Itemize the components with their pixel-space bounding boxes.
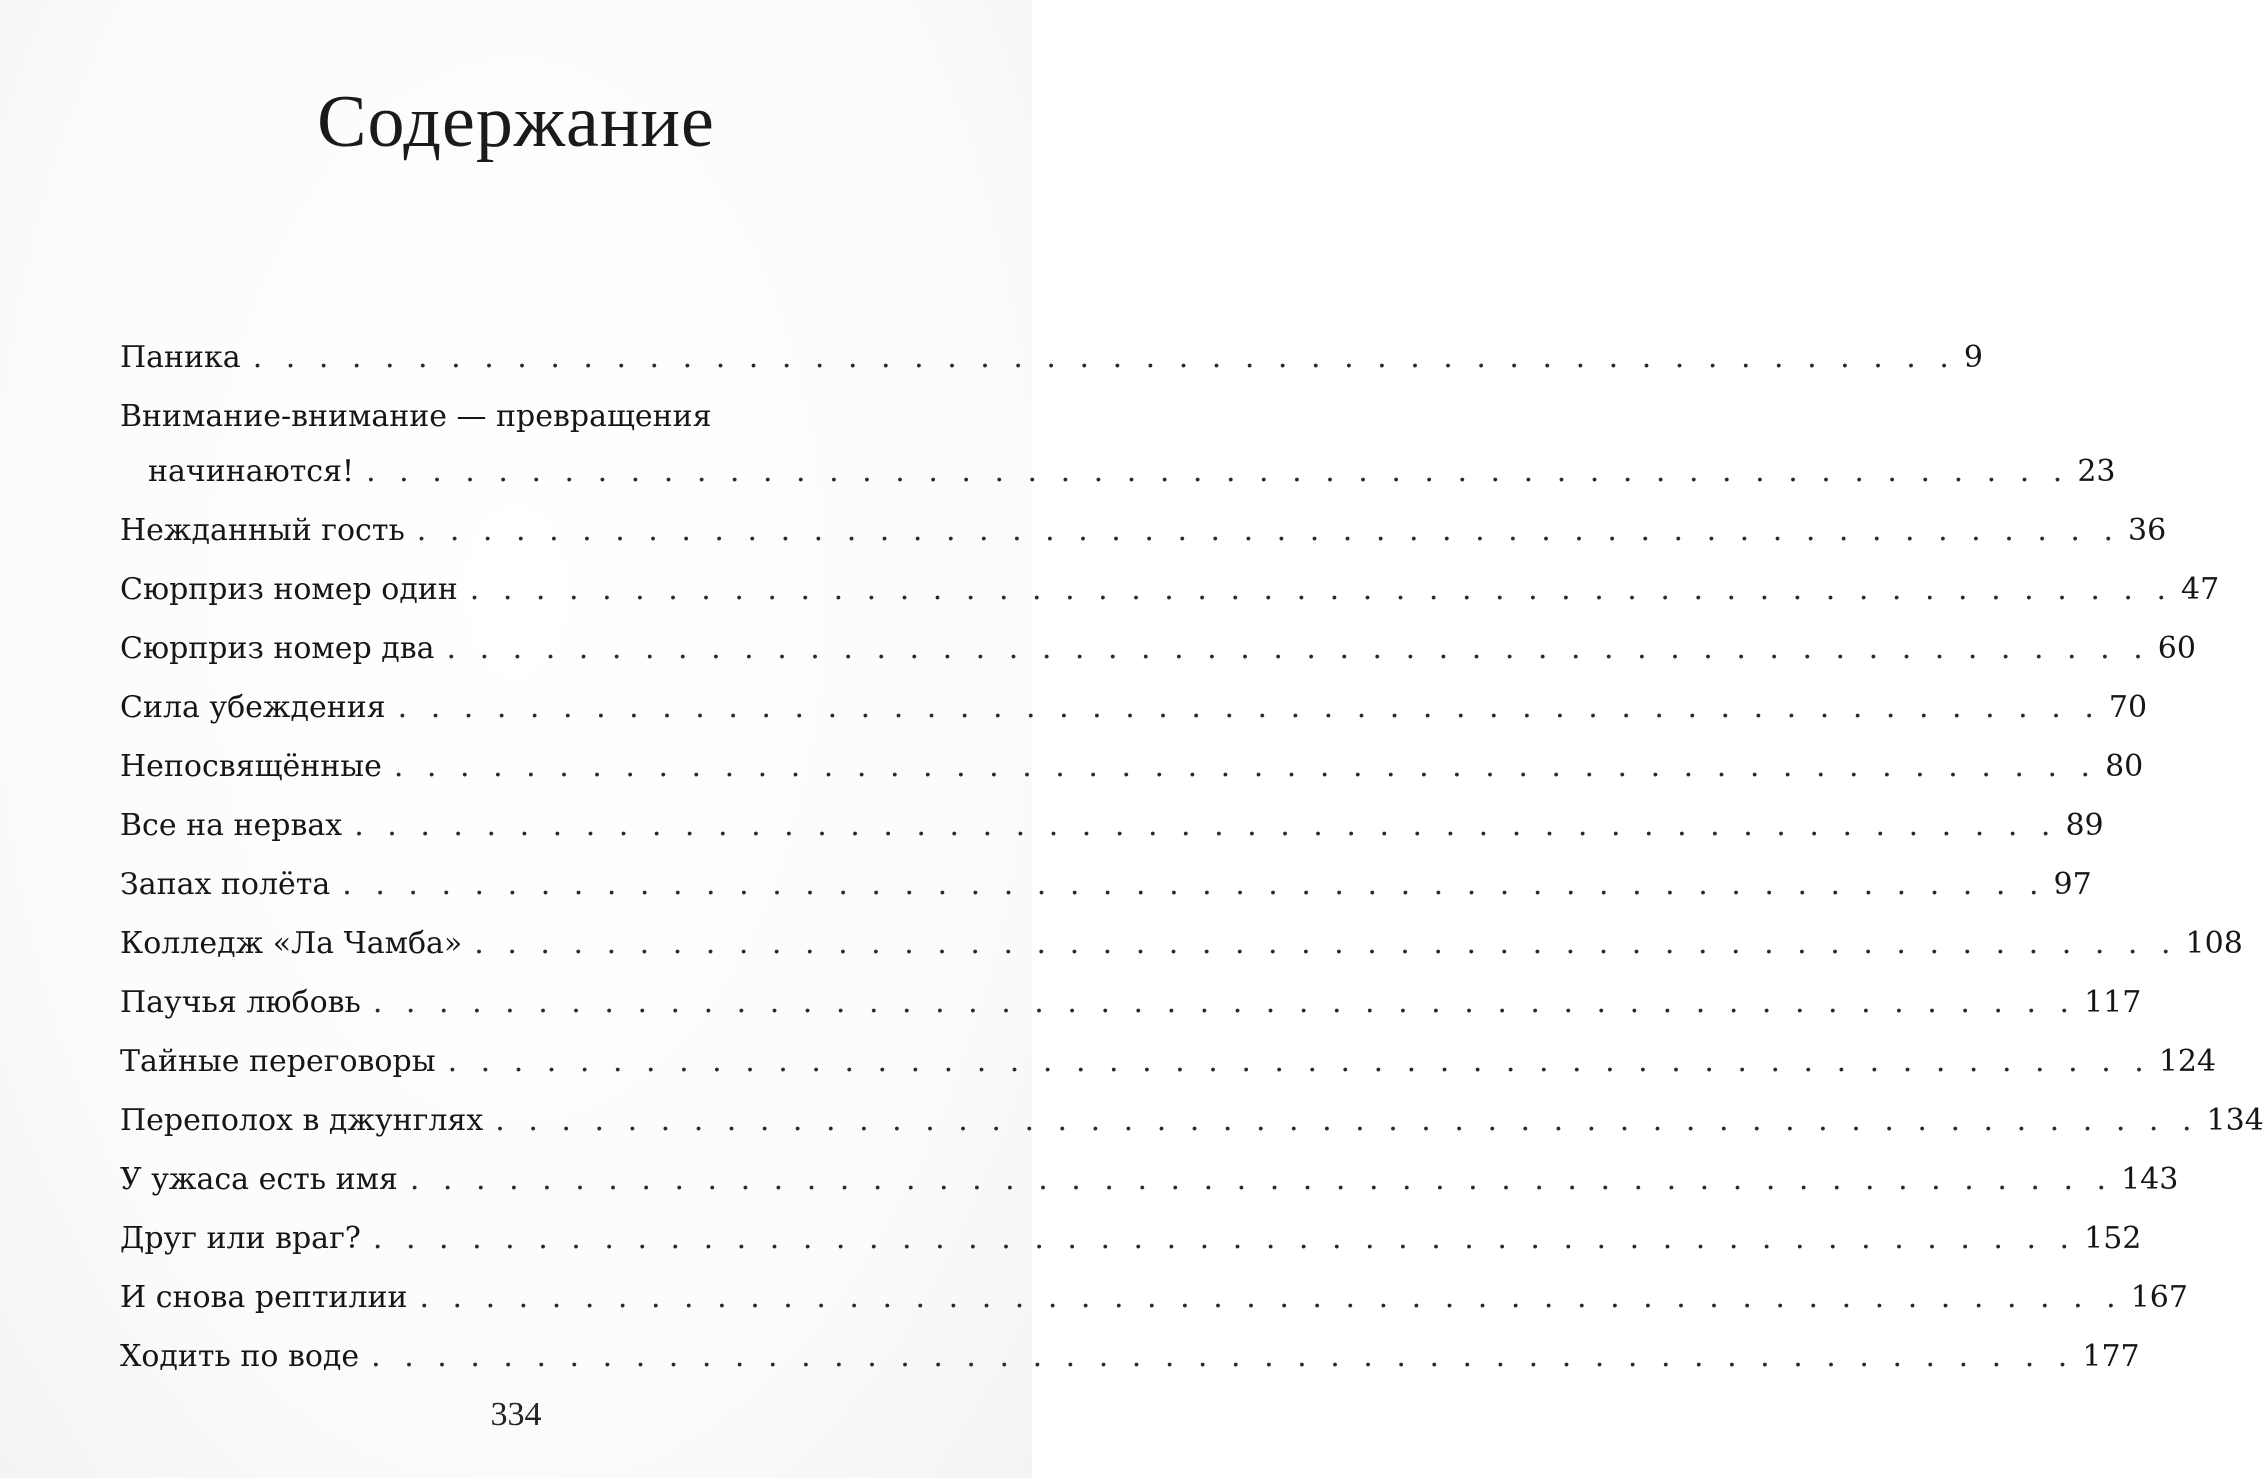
toc-entry-title-continued: начинаются! — [148, 454, 355, 489]
toc-entry — [120, 855, 2092, 914]
dot-leader: . . . . . . . . . . . . . . . . . . . . . . . . . . . . . . . . . . . . . . . . . . . . . . . . . . . . — [252, 340, 1956, 375]
toc-entry-title: Нежданный гость — [120, 513, 405, 548]
toc-entry-title: Паучья любовь — [120, 985, 361, 1020]
toc-entry-page: 117 — [2084, 985, 2142, 1020]
dot-leader: . . . . . . . . . . . . . . . . . . . . . . . . . . . . . . . . . . . . . . . . . . . . . . . . . . . . — [371, 1339, 2075, 1374]
toc-entry-page: 70 — [2108, 690, 2148, 725]
toc-entry — [120, 973, 2142, 1032]
dot-leader: . . . . . . . . . . . . . . . . . . . . . . . . . . . . . . . . . . . . . . . . . . . . . . . . . . . . — [474, 926, 2178, 961]
toc-entry-page: 134 — [2206, 1103, 2264, 1138]
toc-entry — [120, 560, 2220, 619]
dot-leader: . . . . . . . . . . . . . . . . . . . . . . . . . . . . . . . . . . . . . . . . . . . . . . . . . . . . — [447, 1044, 2151, 1079]
toc-entry-title: Сила убеждения — [120, 690, 386, 725]
toc-entry — [120, 1327, 2140, 1386]
dot-leader: . . . . . . . . . . . . . . . . . . . . . . . . . . . . . . . . . . . . . . . . . . . . . . . . . . . . — [372, 1221, 2077, 1256]
dot-leader: . . . . . . . . . . . . . . . . . . . . . . . . . . . . . . . . . . . . . . . . . . . . . . . . . . . . — [416, 513, 2121, 548]
dot-leader: . . . . . . . . . . . . . . . . . . . . . . . . . . . . . . . . . . . . . . . . . . . . . . . . . . . . — [354, 808, 2058, 843]
toc-entry — [120, 1150, 2179, 1209]
toc-entry-page: 89 — [2065, 808, 2104, 843]
dot-leader: . . . . . . . . . . . . . . . . . . . . . . . . . . . . . . . . . . . . . . . . . . . . . . . . . . . . — [393, 749, 2098, 784]
toc-entry-title: Запах полёта — [120, 867, 331, 902]
toc-entry — [120, 796, 2104, 855]
toc-entry-page: 152 — [2084, 1221, 2142, 1256]
toc-entry — [120, 1091, 2264, 1150]
toc-entry-title: У ужаса есть имя — [120, 1162, 398, 1197]
toc-entry-line1 — [120, 387, 986, 442]
toc-entry-title: Все на нервах — [120, 808, 343, 843]
toc-entry-page: 143 — [2121, 1162, 2179, 1197]
toc-entry-title: Ходить по воде — [120, 1339, 360, 1374]
page-number: 334 — [490, 1396, 542, 1433]
toc-entry-page: 108 — [2185, 926, 2243, 961]
toc-entry-title: Тайные переговоры — [120, 1044, 436, 1079]
toc-entry — [120, 737, 2144, 796]
dot-leader: . . . . . . . . . . . . . . . . . . . . . . . . . . . . . . . . . . . . . . . . . . . . . . . . . . . . — [495, 1103, 2199, 1138]
toc-entry-page: 9 — [1963, 340, 1984, 375]
toc-entry-page: 167 — [2130, 1280, 2188, 1315]
toc-entry-page: 124 — [2158, 1044, 2217, 1079]
toc-entry-page: 80 — [2105, 749, 2144, 784]
toc-entry-page: 97 — [2053, 867, 2092, 902]
toc-entry — [120, 914, 2243, 973]
toc-entry-title: Внимание-внимание — превращения — [120, 399, 712, 434]
toc-entry-page: 23 — [2077, 454, 2116, 489]
toc-entry-title: Сюрприз номер два — [120, 631, 435, 666]
dot-leader: . . . . . . . . . . . . . . . . . . . . . . . . . . . . . . . . . . . . . . . . . . . . . . . . . . . . — [342, 867, 2046, 902]
dot-leader: . . . . . . . . . . . . . . . . . . . . . . . . . . . . . . . . . . . . . . . . . . . . . . . . . . . . — [397, 690, 2101, 725]
dot-leader: . . . . . . . . . . . . . . . . . . . . . . . . . . . . . . . . . . . . . . . . . . . . . . . . . . . . — [372, 985, 2077, 1020]
table-of-contents — [120, 328, 2264, 1386]
toc-entry-title: Непосвящённые — [120, 749, 382, 784]
toc-entry — [120, 619, 2196, 678]
toc-entry — [120, 678, 2148, 737]
dot-leader: . . . . . . . . . . . . . . . . . . . . . . . . . . . . . . . . . . . . . . . . . . . . . . . . . . . . — [366, 454, 2070, 489]
toc-entry — [120, 328, 1984, 387]
dot-leader: . . . . . . . . . . . . . . . . . . . . . . . . . . . . . . . . . . . . . . . . . . . . . . . . . . . . — [409, 1162, 2114, 1197]
toc-entry-page: 177 — [2082, 1339, 2140, 1374]
dot-leader: . . . . . . . . . . . . . . . . . . . . . . . . . . . . . . . . . . . . . . . . . . . . . . . . . . . . — [469, 572, 2174, 607]
toc-entry-title: Сюрприз номер один — [120, 572, 458, 607]
toc-entry — [120, 1209, 2142, 1268]
toc-entry-page: 60 — [2157, 631, 2196, 666]
toc-entry-title: Паника — [120, 340, 241, 375]
toc-entry-title: Друг или враг? — [120, 1221, 361, 1256]
toc-entry — [120, 1268, 2188, 1327]
toc-entry-title: Колледж «Ла Чамба» — [120, 926, 463, 961]
toc-entry — [120, 442, 2116, 501]
toc-entry-title: И снова рептилии — [120, 1280, 408, 1315]
toc-entry — [120, 1032, 2217, 1091]
toc-entry-page: 47 — [2181, 572, 2220, 607]
dot-leader: . . . . . . . . . . . . . . . . . . . . . . . . . . . . . . . . . . . . . . . . . . . . . . . . . . . . — [419, 1280, 2123, 1315]
toc-entry — [120, 501, 2167, 560]
page-title: Содержание — [317, 81, 715, 163]
dot-leader: . . . . . . . . . . . . . . . . . . . . . . . . . . . . . . . . . . . . . . . . . . . . . . . . . . . . — [446, 631, 2150, 666]
toc-entry-title: Переполох в джунглях — [120, 1103, 484, 1138]
toc-entry-page: 36 — [2128, 513, 2167, 548]
